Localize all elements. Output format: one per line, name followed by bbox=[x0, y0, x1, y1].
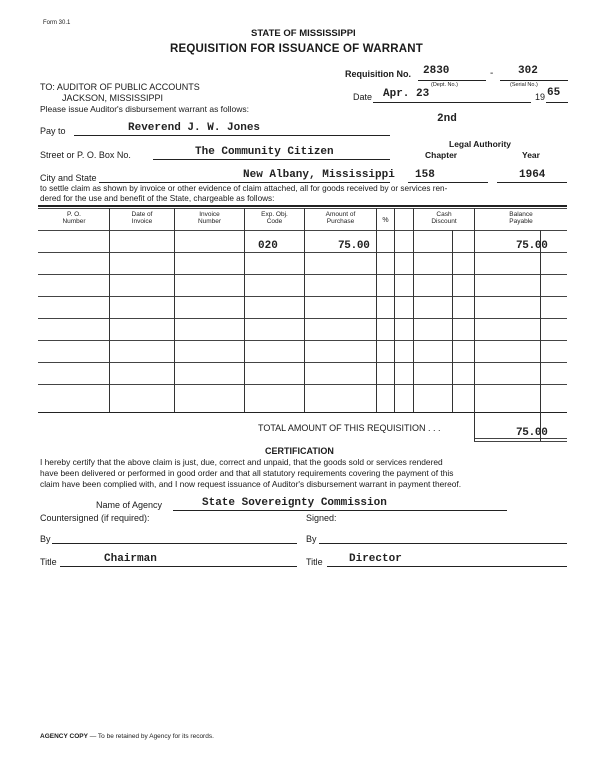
form-number: Form 30.1 bbox=[43, 20, 71, 26]
certification-line1: I hereby certify that the above claim is just, due, correct and unpaid, that the goods sold or services rendered bbox=[40, 457, 443, 467]
header-amount bbox=[305, 211, 376, 225]
header-percent-symbol: % bbox=[382, 217, 389, 224]
title-left-label: Title bbox=[40, 557, 57, 567]
total-label: TOTAL AMOUNT OF THIS REQUISITION . . . bbox=[258, 423, 441, 433]
row1-balance: 75.00 bbox=[516, 240, 548, 252]
dept-no-caption: (Dept. No.) bbox=[431, 82, 458, 88]
by-left-label: By bbox=[40, 534, 51, 544]
header-cash-discount bbox=[414, 211, 474, 225]
date-label: Date bbox=[353, 92, 373, 102]
header-amount-line1: Amount of bbox=[325, 211, 356, 218]
footer-bold: AGENCY COPY bbox=[40, 733, 88, 740]
footer-text: — To be retained by Agency for its records. bbox=[87, 733, 214, 740]
settle-text-2: dered for the use and benefit of the State, chargeable as follows: bbox=[40, 194, 275, 203]
certification-line3: claim have been complied with, and I now request issuance of Auditor's disbursement warrant in payment thereof. bbox=[40, 479, 462, 489]
header-po-line2: Number bbox=[62, 218, 86, 225]
state-heading: STATE OF MISSISSIPPI bbox=[251, 28, 356, 39]
signed-label: Signed: bbox=[306, 513, 337, 523]
header-cash-line2: Discount bbox=[431, 218, 457, 225]
to-auditor: TO: AUDITOR OF PUBLIC ACCOUNTS bbox=[40, 82, 200, 92]
chapter-value: 158 bbox=[415, 169, 435, 181]
header-percent bbox=[377, 217, 394, 224]
total-value: 75.00 bbox=[516, 427, 548, 439]
countersigned-label: Countersigned (if required): bbox=[40, 513, 150, 523]
header-exp-obj-line2: Code bbox=[266, 218, 283, 225]
header-cash-line1: Cash bbox=[436, 211, 452, 218]
header-balance-line2: Payable bbox=[509, 218, 533, 225]
row1-amount: 75.00 bbox=[338, 240, 370, 252]
city-value: New Albany, Mississippi bbox=[243, 169, 395, 181]
chapter-label: Chapter bbox=[425, 150, 458, 160]
title-left-value: Chairman bbox=[104, 553, 157, 565]
header-date-invoice bbox=[110, 211, 174, 225]
header-date-invoice-line1: Date of bbox=[131, 211, 153, 218]
header-balance-line1: Balance bbox=[509, 211, 533, 218]
legal-authority-label: Legal Authority bbox=[449, 139, 512, 149]
pay-to-value: Reverend J. W. Jones bbox=[128, 122, 261, 134]
settle-text-1: to settle claim as shown by invoice or other evidence of claim attached, all for goods received by or services ren- bbox=[40, 184, 448, 193]
header-po bbox=[40, 211, 108, 225]
agency-value: State Sovereignty Commission bbox=[202, 497, 387, 509]
title-right-label: Title bbox=[306, 557, 323, 567]
header-exp-obj-line1: Exp. Obj. bbox=[261, 211, 288, 218]
instruction-text: Please issue Auditor's disbursement warrant as follows: bbox=[40, 104, 250, 114]
date-value: Apr. 23 bbox=[383, 88, 430, 100]
legal-session: 2nd bbox=[437, 113, 457, 125]
header-date-invoice-line2: Invoice bbox=[131, 218, 153, 225]
city-label: City and State bbox=[40, 173, 97, 183]
header-amount-line2: Purchase bbox=[326, 218, 355, 225]
requisition-dept-no: 2830 bbox=[423, 65, 450, 77]
by-right-label: By bbox=[306, 534, 317, 544]
form-title: REQUISITION FOR ISSUANCE OF WARRANT bbox=[170, 43, 423, 55]
year-value: 1964 bbox=[519, 169, 546, 181]
requisition-dash: - bbox=[490, 68, 494, 79]
header-invoice-line1: Invoice bbox=[199, 211, 220, 218]
serial-no-caption: (Serial No.) bbox=[510, 82, 538, 88]
agency-label: Name of Agency bbox=[96, 500, 163, 510]
header-balance bbox=[475, 211, 567, 225]
footer-note bbox=[40, 733, 214, 740]
street-value: The Community Citizen bbox=[195, 146, 334, 158]
to-jackson: JACKSON, MISSISSIPPI bbox=[62, 93, 164, 103]
requisition-serial-no: 302 bbox=[518, 65, 538, 77]
certification-heading: CERTIFICATION bbox=[265, 446, 334, 456]
street-label: Street or P. O. Box No. bbox=[40, 150, 131, 160]
date-year: 65 bbox=[547, 87, 561, 99]
certification-line2: have been delivered or performed in good order and that all statutory requirements covering the payment of this bbox=[40, 468, 454, 478]
header-invoice-line2: Number bbox=[197, 218, 222, 225]
row1-exp-code: 020 bbox=[258, 240, 278, 252]
year-prefix: 19 bbox=[535, 92, 546, 102]
year-label: Year bbox=[522, 150, 540, 160]
header-po-line1: P. O. bbox=[67, 211, 81, 218]
requisition-label: Requisition No. bbox=[345, 69, 411, 79]
title-right-value: Director bbox=[349, 553, 402, 565]
header-exp-obj bbox=[245, 211, 304, 225]
header-invoice-number bbox=[175, 211, 244, 225]
pay-to-label: Pay to bbox=[40, 126, 66, 136]
